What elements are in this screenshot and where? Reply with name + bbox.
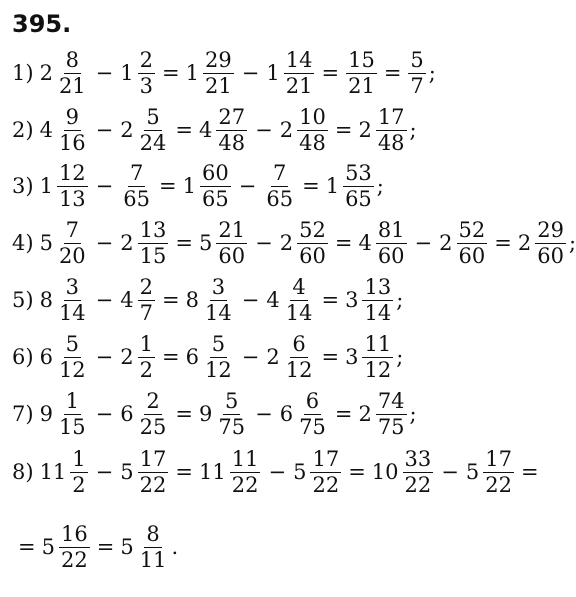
- mixed-number: [120, 106, 169, 154]
- numerator: 5: [65, 331, 79, 356]
- numerator: 7: [129, 160, 144, 185]
- fraction: [120, 162, 153, 210]
- mixed-number: [120, 49, 156, 97]
- fraction-part: [376, 390, 407, 438]
- whole-part: 8: [185, 288, 200, 312]
- denominator: 65: [266, 186, 294, 211]
- whole-part: 3: [345, 288, 359, 312]
- mixed-number: [266, 276, 315, 324]
- numerator: 1: [72, 446, 86, 471]
- whole-part: 1: [120, 61, 134, 85]
- denominator: 48: [377, 130, 405, 155]
- numerator: 1: [139, 331, 154, 356]
- mixed-number: [280, 219, 329, 267]
- whole-part: 5: [120, 535, 134, 559]
- fraction-part: [230, 448, 261, 496]
- equals-sign: =: [334, 231, 353, 255]
- minus-sign: −: [414, 231, 433, 255]
- denominator: 2: [139, 357, 154, 382]
- numerator: 3: [65, 274, 79, 299]
- equals-sign: =: [348, 460, 366, 484]
- whole-part: 2: [120, 118, 134, 142]
- denominator: 21: [58, 73, 86, 98]
- fraction-part: [57, 276, 88, 324]
- equals-sign: =: [175, 118, 193, 142]
- whole-part: 11: [39, 460, 67, 484]
- fraction-part: [138, 523, 169, 571]
- numerator: 7: [65, 217, 79, 242]
- fraction-part: [216, 219, 247, 267]
- numerator: 15: [348, 47, 375, 72]
- punctuation: .: [171, 535, 179, 559]
- minus-sign: −: [95, 288, 114, 312]
- equals-sign: =: [96, 535, 115, 559]
- denominator: 75: [377, 414, 405, 439]
- fraction-part: [57, 219, 88, 267]
- minus-sign: −: [95, 460, 114, 484]
- denominator: 22: [485, 472, 512, 497]
- fraction-part: [138, 106, 169, 154]
- fraction-part: [203, 276, 234, 324]
- fraction-part: [362, 276, 393, 324]
- whole-part: 2: [39, 61, 53, 85]
- denominator: 22: [60, 547, 88, 572]
- denominator: 12: [364, 357, 392, 382]
- fraction-part: [376, 219, 407, 267]
- numerator: 2: [139, 274, 154, 299]
- equals-sign: =: [321, 345, 340, 369]
- denominator: 14: [58, 300, 86, 325]
- equals-sign: =: [162, 345, 180, 369]
- fraction-part: [535, 219, 566, 267]
- denominator: 22: [231, 472, 259, 497]
- mixed-number: [40, 106, 89, 154]
- minus-sign: −: [238, 174, 257, 198]
- mixed-number: [120, 276, 156, 324]
- whole-part: 4: [120, 288, 134, 312]
- denominator: 15: [58, 414, 86, 439]
- fraction-part: [284, 49, 315, 97]
- minus-sign: −: [241, 61, 260, 85]
- item-number: 8): [12, 460, 34, 484]
- mixed-number: [40, 49, 89, 97]
- denominator: 60: [458, 243, 486, 268]
- whole-part: 6: [39, 345, 53, 369]
- mixed-number: [293, 448, 342, 496]
- denominator: 22: [312, 472, 340, 497]
- whole-part: 6: [120, 402, 134, 426]
- numerator: 5: [225, 388, 239, 413]
- mixed-number: [199, 219, 248, 267]
- punctuation: ;: [396, 288, 404, 312]
- denominator: 65: [123, 186, 151, 211]
- fraction-part: [203, 333, 234, 381]
- whole-part: 5: [41, 535, 55, 559]
- fraction-part: [138, 390, 169, 438]
- fraction-part: [346, 49, 377, 97]
- fraction: [263, 162, 296, 210]
- minus-sign: −: [241, 288, 260, 312]
- item-number: 7): [12, 402, 34, 426]
- denominator: 24: [139, 130, 167, 155]
- item-number: 6): [12, 345, 34, 369]
- numerator: 74: [377, 388, 405, 413]
- mixed-number: [345, 333, 394, 381]
- whole-part: 2: [266, 345, 280, 369]
- whole-part: 9: [199, 402, 213, 426]
- fraction-part: [297, 106, 328, 154]
- fraction-part: [203, 49, 234, 97]
- fraction-part: [121, 162, 152, 210]
- denominator: 60: [537, 243, 564, 268]
- numerator: 3: [211, 274, 226, 299]
- fraction-part: [200, 162, 231, 210]
- numerator: 27: [218, 104, 246, 129]
- denominator: 12: [285, 357, 313, 382]
- whole-part: 1: [185, 61, 200, 85]
- numerator: 13: [364, 274, 392, 299]
- whole-part: 2: [439, 231, 453, 255]
- fraction-part: [362, 333, 393, 381]
- numerator: 17: [312, 446, 340, 471]
- mixed-number: [280, 390, 329, 438]
- item-number: 2): [12, 118, 34, 142]
- whole-part: 4: [39, 118, 53, 142]
- fraction-part: [70, 448, 87, 496]
- numerator: 21: [218, 217, 246, 242]
- equals-sign: =: [162, 288, 180, 312]
- mixed-number: [42, 523, 91, 571]
- mixed-number: [120, 333, 156, 381]
- mixed-number: [199, 448, 261, 496]
- numerator: 5: [211, 331, 226, 356]
- equals-sign: =: [334, 402, 353, 426]
- denominator: 60: [299, 243, 326, 268]
- mixed-number: [120, 390, 169, 438]
- numerator: 14: [285, 47, 313, 72]
- punctuation: ;: [428, 61, 436, 85]
- denominator: 12: [58, 357, 86, 382]
- fraction-part: [284, 333, 315, 381]
- denominator: 21: [285, 73, 313, 98]
- equals-sign: =: [321, 288, 340, 312]
- whole-part: 1: [182, 174, 196, 198]
- denominator: 3: [139, 73, 154, 98]
- whole-part: 2: [120, 345, 134, 369]
- mixed-number: [266, 333, 315, 381]
- numerator: 5: [410, 47, 424, 72]
- denominator: 7: [139, 300, 154, 325]
- fraction-part: [57, 106, 88, 154]
- denominator: 22: [404, 472, 432, 497]
- item-number: 3): [12, 174, 34, 198]
- denominator: 60: [218, 243, 246, 268]
- whole-part: 9: [39, 402, 53, 426]
- fraction-part: [376, 106, 407, 154]
- equals-sign: =: [321, 61, 340, 85]
- denominator: 65: [202, 186, 229, 211]
- mixed-number: [199, 106, 248, 154]
- mixed-number: [186, 49, 235, 97]
- fraction-part: [57, 333, 88, 381]
- minus-sign: −: [241, 345, 260, 369]
- fraction-part: [408, 49, 425, 97]
- equation-line: [12, 445, 545, 499]
- fraction-part: [138, 276, 155, 324]
- mixed-number: [120, 448, 169, 496]
- whole-part: 2: [358, 118, 372, 142]
- numerator: 17: [139, 446, 167, 471]
- denominator: 48: [299, 130, 326, 155]
- denominator: 21: [205, 73, 232, 98]
- numerator: 6: [292, 331, 306, 356]
- whole-part: 5: [120, 460, 134, 484]
- problem-number: 395.: [12, 10, 72, 38]
- whole-part: 4: [199, 118, 213, 142]
- equals-sign: =: [383, 61, 402, 85]
- whole-part: 2: [279, 118, 294, 142]
- whole-part: 8: [39, 288, 53, 312]
- minus-sign: −: [95, 402, 114, 426]
- numerator: 29: [205, 47, 232, 72]
- numerator: 17: [485, 446, 512, 471]
- denominator: 14: [285, 300, 313, 325]
- equation-line: [12, 216, 576, 270]
- minus-sign: −: [441, 460, 459, 484]
- denominator: 22: [139, 472, 167, 497]
- mixed-number: [120, 523, 169, 571]
- fraction-part: [284, 276, 315, 324]
- minus-sign: −: [95, 118, 114, 142]
- denominator: 75: [218, 414, 246, 439]
- equals-sign: =: [334, 118, 353, 142]
- numerator: 8: [146, 521, 160, 546]
- equals-sign: =: [520, 460, 539, 484]
- denominator: 14: [205, 300, 232, 325]
- mixed-number: [345, 276, 394, 324]
- equation-line: [12, 330, 403, 384]
- numerator: 53: [345, 160, 372, 185]
- fraction-part: [57, 390, 88, 438]
- equals-sign: =: [175, 402, 193, 426]
- whole-part: 4: [266, 288, 280, 312]
- equals-sign: =: [159, 174, 177, 198]
- numerator: 5: [146, 104, 160, 129]
- minus-sign: −: [95, 174, 114, 198]
- numerator: 9: [65, 104, 79, 129]
- numerator: 13: [139, 217, 167, 242]
- denominator: 13: [58, 186, 86, 211]
- denominator: 60: [377, 243, 405, 268]
- punctuation: ;: [409, 118, 417, 142]
- mixed-number: [358, 390, 407, 438]
- item-number: 4): [12, 231, 34, 255]
- mixed-number: [466, 448, 515, 496]
- denominator: 48: [218, 130, 246, 155]
- mixed-number: [40, 448, 89, 496]
- fraction-part: [343, 162, 374, 210]
- item-number: 5): [12, 288, 34, 312]
- mixed-number: [186, 333, 235, 381]
- fraction: [407, 49, 426, 97]
- punctuation: ;: [376, 174, 384, 198]
- numerator: 7: [273, 160, 287, 185]
- denominator: 12: [205, 357, 232, 382]
- fraction-part: [59, 523, 90, 571]
- denominator: 21: [348, 73, 375, 98]
- denominator: 14: [364, 300, 392, 325]
- numerator: 8: [65, 47, 79, 72]
- numerator: 17: [377, 104, 405, 129]
- denominator: 65: [345, 186, 372, 211]
- equals-sign: =: [175, 460, 193, 484]
- numerator: 4: [292, 274, 306, 299]
- mixed-number: [439, 219, 488, 267]
- denominator: 75: [299, 414, 326, 439]
- punctuation: ;: [409, 402, 417, 426]
- equation-line: [12, 159, 384, 213]
- fraction-part: [297, 390, 328, 438]
- whole-part: 5: [199, 231, 213, 255]
- fraction-part: [57, 162, 88, 210]
- fraction-part: [138, 448, 169, 496]
- minus-sign: −: [95, 61, 114, 85]
- equation-line: [12, 273, 403, 327]
- equation-line: [12, 387, 417, 441]
- whole-part: 4: [358, 231, 372, 255]
- numerator: 11: [231, 446, 259, 471]
- mixed-number: [199, 390, 248, 438]
- minus-sign: −: [255, 402, 273, 426]
- whole-part: 2: [120, 231, 134, 255]
- equation-line: [12, 520, 178, 574]
- numerator: 52: [299, 217, 326, 242]
- numerator: 10: [299, 104, 326, 129]
- whole-part: 5: [39, 231, 53, 255]
- punctuation: ;: [396, 345, 404, 369]
- fraction-part: [297, 219, 328, 267]
- numerator: 81: [377, 217, 405, 242]
- fraction-part: [264, 162, 295, 210]
- mixed-number: [40, 333, 89, 381]
- fraction-part: [483, 448, 514, 496]
- minus-sign: −: [95, 345, 114, 369]
- denominator: 2: [72, 472, 86, 497]
- numerator: 2: [146, 388, 160, 413]
- mixed-number: [266, 49, 315, 97]
- fraction: [345, 49, 378, 97]
- whole-part: 1: [266, 61, 280, 85]
- item-number: 1): [12, 61, 34, 85]
- mixed-number: [372, 448, 434, 496]
- mixed-number: [120, 219, 169, 267]
- whole-part: 2: [279, 231, 294, 255]
- mixed-number: [186, 276, 235, 324]
- fraction-part: [403, 448, 434, 496]
- punctuation: ;: [568, 231, 576, 255]
- numerator: 12: [58, 160, 86, 185]
- minus-sign: −: [95, 231, 114, 255]
- numerator: 6: [305, 388, 320, 413]
- mixed-number: [358, 219, 407, 267]
- mixed-number: [40, 390, 89, 438]
- fraction-part: [138, 333, 155, 381]
- numerator: 16: [60, 521, 88, 546]
- numerator: 11: [364, 331, 392, 356]
- fraction-part: [138, 49, 155, 97]
- equation-line: [12, 46, 436, 100]
- denominator: 7: [410, 73, 424, 98]
- numerator: 60: [202, 160, 229, 185]
- equals-sign: =: [494, 231, 512, 255]
- whole-part: 11: [199, 460, 226, 484]
- numerator: 33: [404, 446, 432, 471]
- equals-sign: =: [175, 231, 193, 255]
- mixed-number: [358, 106, 407, 154]
- whole-part: 1: [39, 174, 53, 198]
- numerator: 29: [537, 217, 564, 242]
- denominator: 15: [139, 243, 167, 268]
- equals-sign: =: [162, 61, 180, 85]
- fraction-part: [310, 448, 341, 496]
- denominator: 20: [58, 243, 86, 268]
- numerator: 1: [65, 388, 79, 413]
- minus-sign: −: [255, 118, 273, 142]
- whole-part: 6: [279, 402, 294, 426]
- whole-part: 2: [517, 231, 532, 255]
- fraction-part: [216, 390, 247, 438]
- equals-sign: =: [18, 535, 36, 559]
- mixed-number: [518, 219, 567, 267]
- mixed-number: [40, 162, 89, 210]
- fraction-part: [138, 219, 169, 267]
- whole-part: 1: [325, 174, 340, 198]
- whole-part: 10: [371, 460, 399, 484]
- whole-part: 6: [185, 345, 200, 369]
- mixed-number: [40, 219, 89, 267]
- minus-sign: −: [255, 231, 273, 255]
- whole-part: 3: [345, 345, 359, 369]
- fraction-part: [216, 106, 247, 154]
- equation-line: [12, 103, 417, 157]
- mixed-number: [183, 162, 232, 210]
- whole-part: 5: [465, 460, 480, 484]
- numerator: 2: [139, 47, 154, 72]
- denominator: 16: [58, 130, 86, 155]
- equals-sign: =: [302, 174, 320, 198]
- fraction-part: [457, 219, 488, 267]
- denominator: 11: [139, 547, 167, 572]
- mixed-number: [280, 106, 329, 154]
- minus-sign: −: [268, 460, 287, 484]
- numerator: 52: [458, 217, 486, 242]
- mixed-number: [40, 276, 89, 324]
- fraction-part: [57, 49, 88, 97]
- denominator: 25: [139, 414, 167, 439]
- whole-part: 2: [358, 402, 372, 426]
- whole-part: 5: [293, 460, 307, 484]
- mixed-number: [326, 162, 375, 210]
